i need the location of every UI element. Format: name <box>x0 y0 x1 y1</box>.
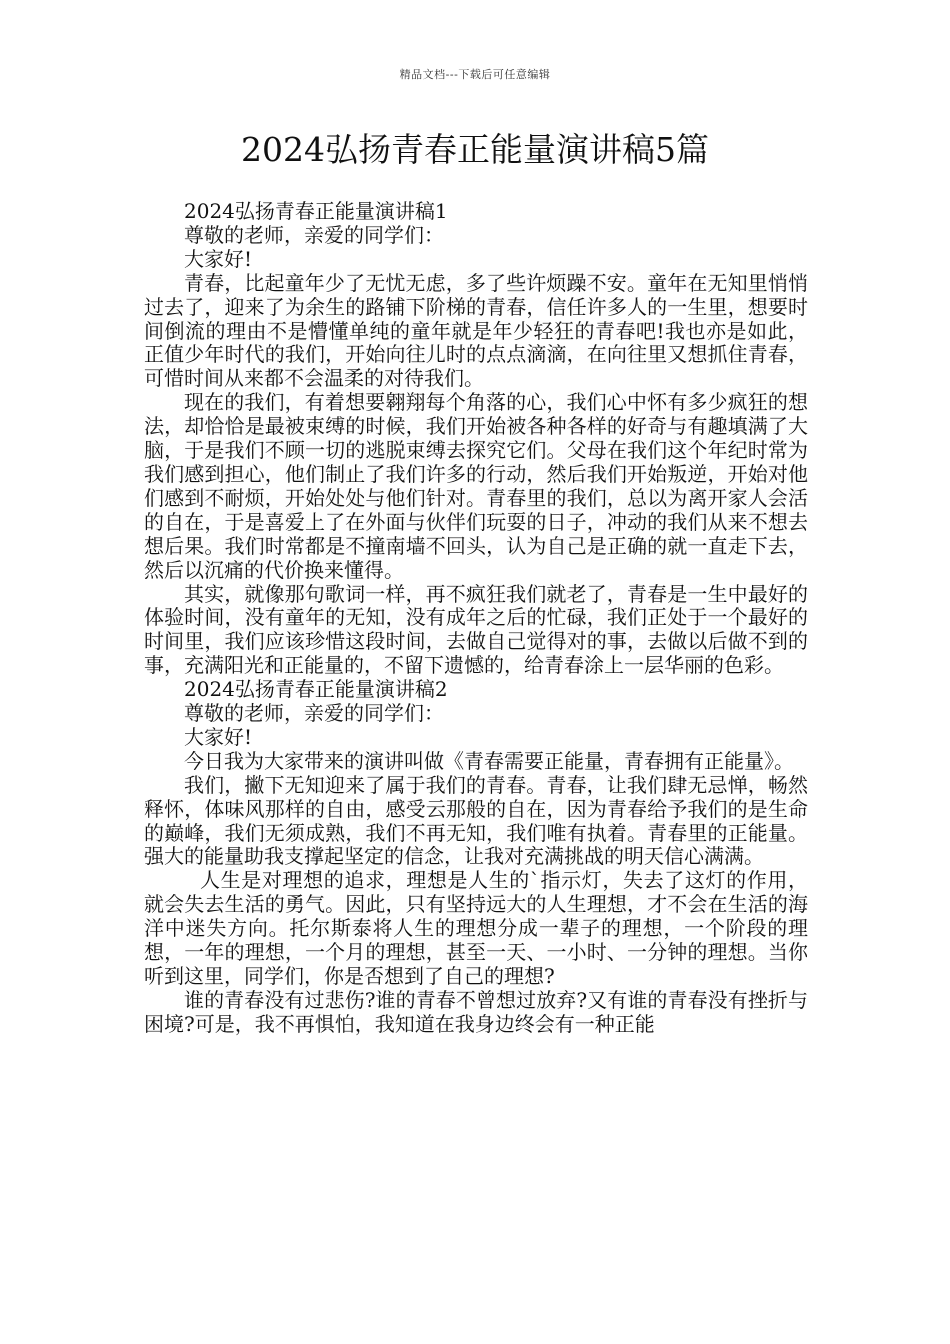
section-heading: 2024弘扬青春正能量演讲稿1 <box>184 199 448 223</box>
paragraph: 青春，比起童年少了无忧无虑，多了些许烦躁不安。童年在无知里悄悄过去了，迎来了为余生的路铺下阶梯的青春，信任许多人的一生里，想要时间倒流的理由不是懵懂单纯的童年就是年少轻狂的青春吧!我也亦是如此，正值少年时代的我们，开始向往儿时的点点滴滴，在向往里又想抓住青春，可惜时间从来都不会温柔的对待我们。 <box>144 270 808 391</box>
document-title: 2024弘扬青春正能量演讲稿5篇 <box>241 130 709 169</box>
greeting: 大家好! <box>184 724 253 749</box>
paragraph: 人生是对理想的追求，理想是人生的`指示灯，失去了这灯的作用，就会失去生活的勇气。因此，只有坚持远大的人生理想，才不会在生活的海洋中迷失方向。托尔斯泰将人生的理想分成一辈子的理想，一个阶段的理想，一年的理想，一个月的理想，甚至一天、一小时、一分钟的理想。当你听到这里，同学们，你是否想到了自己的理想? <box>144 868 808 988</box>
salutation: 尊敬的老师，亲爱的同学们： <box>184 222 444 247</box>
document-body <box>144 200 808 1037</box>
paragraph: 其实，就像那句歌词一样，再不疯狂我们就老了，青春是一生中最好的体验时间，没有童年的无知，没有成年之后的忙碌，我们正处于一个最好的时间里，我们应该珍惜这段时间，去做自己觉得对的事，去做以后做不到的事，充满阳光和正能量的，不留下遗憾的，给青春涂上一层华丽的色彩。 <box>144 581 808 678</box>
paragraph: 谁的青春没有过悲伤?谁的青春不曾想过放弃?又有谁的青春没有挫折与困境?可是，我不再惧怕，我知道在我身边终会有一种正能 <box>144 987 808 1036</box>
header-note: 精品文档---下载后可任意编辑 <box>399 68 551 81</box>
section-heading: 2024弘扬青春正能量演讲稿2 <box>184 677 448 702</box>
salutation: 尊敬的老师，亲爱的同学们： <box>184 701 444 726</box>
paragraph: 今日我为大家带来的演讲叫做《青春需要正能量，青春拥有正能量》。 <box>184 748 794 773</box>
paragraph: 我们，撇下无知迎来了属于我们的青春。青春，让我们肆无忌惮，畅然释怀，体味风那样的自由，感受云那般的自在，因为青春给予我们的是生命的巅峰，我们无须成熟，我们不再无知，我们唯有执着。青春里的正能量。强大的能量助我支撑起坚定的信念，让我对充满挑战的明天信心满满。 <box>144 772 808 869</box>
greeting: 大家好! <box>184 246 253 271</box>
paragraph: 现在的我们，有着想要翱翔每个角落的心，我们心中怀有多少疯狂的想法，却恰恰是最被束缚的时候，我们开始被各种各样的好奇与有趣填满了大脑，于是我们不顾一切的逃脱束缚去探究它们。父母在我们这个年纪时常为我们感到担心，他们制止了我们许多的行动，然后我们开始叛逆，开始对他们感到不耐烦，开始处处与他们针对。青春里的我们，总以为离开家人会活的自在，于是喜爱上了在外面与伙伴们玩耍的日子，冲动的我们从来不想去想后果。我们时常都是不撞南墙不回头，认为自己是正确的就一直走下去，然后以沉痛的代价换来懂得。 <box>144 390 808 582</box>
